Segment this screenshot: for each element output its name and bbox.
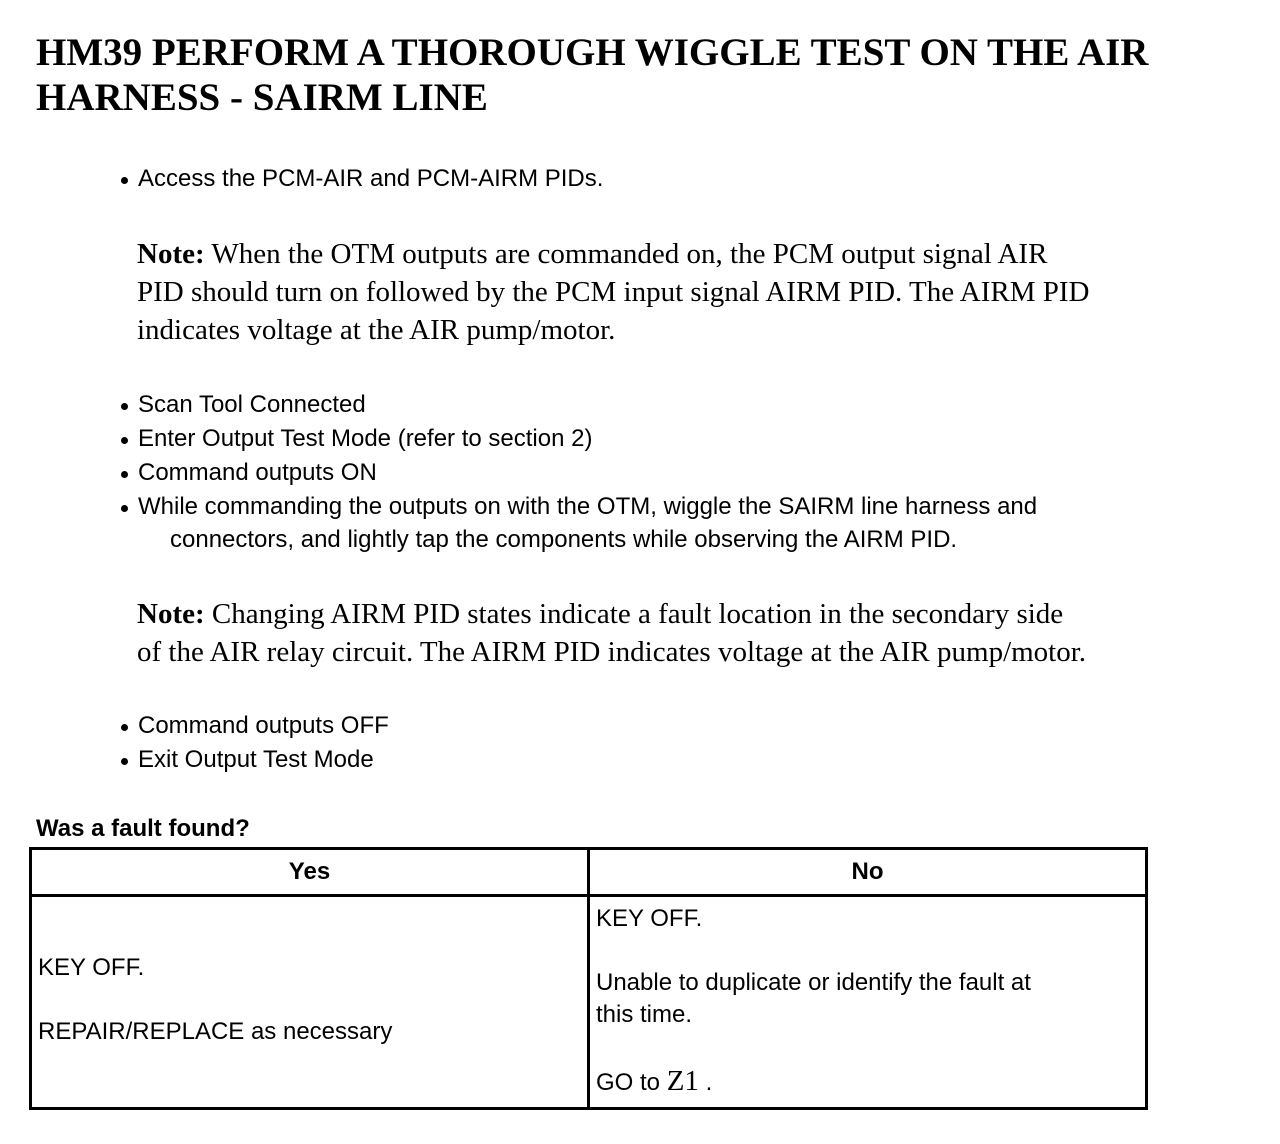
decision-table (29, 847, 1148, 1110)
wiggle-test-steps (118, 388, 1037, 556)
goto-instruction (596, 1065, 1139, 1099)
note-fault-location (137, 595, 1257, 671)
note-text-line-1: When the OTM outputs are commanded on, the PCM output signal AIR (211, 238, 1048, 270)
yes-header: Yes (31, 849, 589, 896)
table-header-row (31, 849, 1147, 896)
note-text-line-1: Changing AIRM PID states indicate a fault location in the secondary side (211, 598, 1064, 630)
note-air-airm-pids (137, 235, 1257, 349)
table-row (31, 896, 1147, 1109)
title-line-2: HARNESS - SAIRM LINE (36, 76, 488, 119)
bullet-item (118, 490, 1037, 556)
note-text-line-2: of the AIR relay circuit. The AIRM PID indicates voltage at the AIR pump/motor. (137, 636, 1087, 668)
note-text-line-2: PID should turn on followed by the PCM input signal AIRM PID. The AIRM PID (137, 276, 1090, 308)
title-line-1: HM39 PERFORM A THOROUGH WIGGLE TEST ON THE AIR (36, 31, 1149, 74)
yes-key-off: KEY OFF. (38, 954, 145, 981)
bullet-item: Exit Output Test Mode (118, 743, 389, 777)
bullet-text-line-2: connectors, and lightly tap the components while observing the AIRM PID. (170, 526, 958, 553)
goto-target-link[interactable]: Z1 (666, 1065, 699, 1097)
no-unable-line-1: Unable to duplicate or identify the fault at (596, 969, 1031, 996)
goto-suffix: . (705, 1069, 713, 1096)
bullet-item: Scan Tool Connected (118, 388, 1037, 422)
yes-repair-text: REPAIR/REPLACE as necessary (38, 1018, 393, 1045)
page-title (36, 30, 1236, 120)
no-header: No (589, 849, 1147, 896)
note-text-line-3: indicates voltage at the AIR pump/motor. (137, 314, 616, 346)
access-pids-step (118, 162, 603, 196)
note-label: Note: (137, 238, 205, 270)
no-key-off: KEY OFF. (596, 905, 703, 932)
bullet-item: Access the PCM-AIR and PCM-AIRM PIDs. (118, 162, 603, 196)
goto-prefix: GO to (596, 1069, 661, 1096)
fault-question: Was a fault found? (36, 815, 250, 842)
no-unable-line-2: this time. (596, 1001, 693, 1028)
bullet-item: Command outputs OFF (118, 709, 389, 743)
note-label: Note: (137, 598, 205, 630)
bullet-text-line-1: While commanding the outputs on with the OTM, wiggle the SAIRM line harness and (138, 493, 1038, 520)
exit-test-steps (118, 709, 389, 777)
bullet-item: Command outputs ON (118, 456, 1037, 490)
yes-cell (31, 896, 589, 1109)
bullet-item: Enter Output Test Mode (refer to section 2) (118, 422, 1037, 456)
no-cell (589, 896, 1147, 1109)
